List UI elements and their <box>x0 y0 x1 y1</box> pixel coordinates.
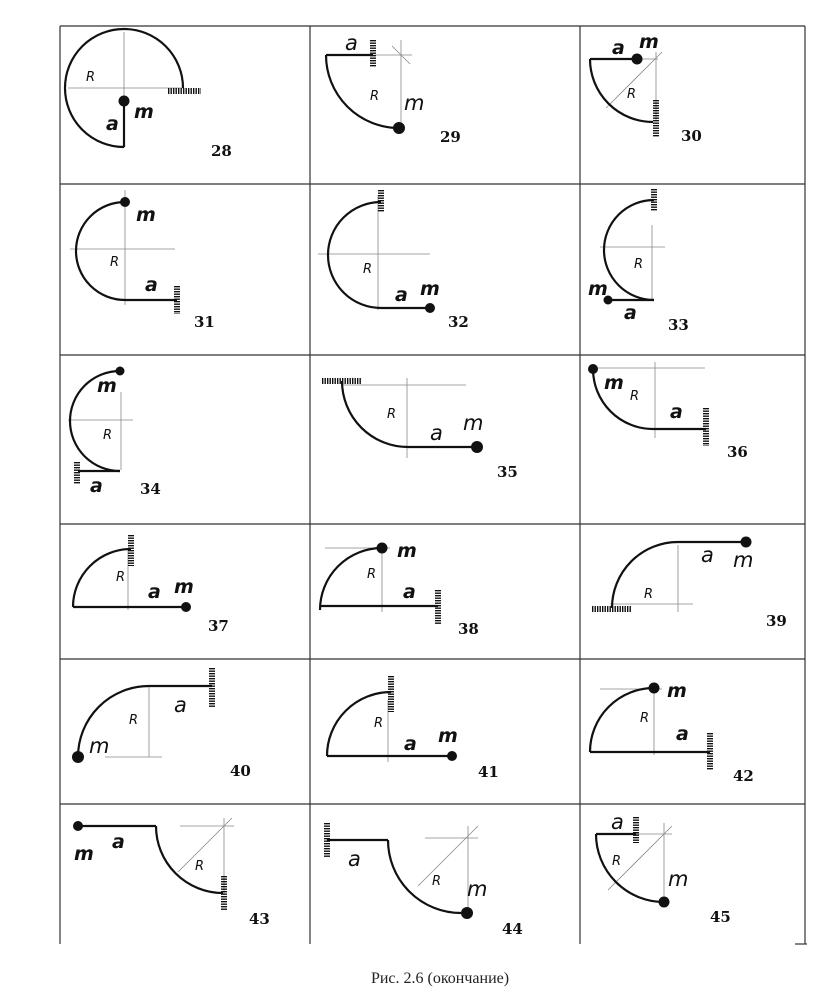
variant-39 <box>592 537 787 631</box>
radius-label-36: R <box>630 389 640 404</box>
radius-label-34: R <box>103 428 113 443</box>
length-label-34: a <box>90 475 103 497</box>
mass-label-34: m <box>97 375 117 397</box>
mass-label-45: m <box>668 867 689 891</box>
radius-label-39: R <box>644 587 654 602</box>
radius-label-44: R <box>432 874 442 889</box>
length-label-41: a <box>404 733 417 755</box>
radius-label-41: R <box>374 716 384 731</box>
variant-42 <box>590 680 754 785</box>
variant-34 <box>68 367 161 499</box>
variant-38 <box>320 540 479 638</box>
radius-label-31: R <box>110 255 120 270</box>
length-label-28: a <box>106 113 119 135</box>
length-label-32: a <box>395 284 408 306</box>
length-label-36: a <box>670 401 683 423</box>
variant-number-29: 29 <box>440 128 461 146</box>
variant-35 <box>322 378 518 481</box>
mass-label-33: m <box>588 278 608 300</box>
variant-33 <box>588 189 689 334</box>
mass-label-40: m <box>89 734 110 758</box>
variant-number-39: 39 <box>766 612 787 630</box>
variant-number-44: 44 <box>502 920 523 938</box>
mass-label-42: m <box>667 680 687 702</box>
variant-number-36: 36 <box>727 443 748 461</box>
mass-label-43: m <box>74 843 94 865</box>
variant-number-42: 42 <box>733 767 754 785</box>
radius-label-35: R <box>387 407 397 422</box>
mass-label-41: m <box>438 725 458 747</box>
radius-label-28: R <box>86 70 96 85</box>
mass-label-31: m <box>136 204 156 226</box>
table-grid <box>60 26 807 944</box>
mass-label-44: m <box>467 877 488 901</box>
length-label-44: a <box>348 847 361 871</box>
length-label-31: a <box>145 274 158 296</box>
variant-number-31: 31 <box>194 313 215 331</box>
variant-number-37: 37 <box>208 617 229 635</box>
variant-number-35: 35 <box>497 463 518 481</box>
variant-32 <box>318 190 469 331</box>
mass-label-35: m <box>463 411 484 435</box>
variant-43 <box>73 818 270 928</box>
radius-label-42: R <box>640 711 650 726</box>
radius-label-32: R <box>363 262 373 277</box>
length-label-40: a <box>174 693 187 717</box>
figure-caption: Рис. 2.6 (окончание) <box>370 970 510 987</box>
variant-number-30: 30 <box>681 127 702 145</box>
length-label-35: a <box>430 421 443 445</box>
variant-31 <box>70 190 215 331</box>
length-label-30: a <box>612 37 625 59</box>
variant-number-45: 45 <box>710 908 731 926</box>
variant-45 <box>596 810 731 926</box>
variant-number-38: 38 <box>458 620 479 638</box>
mass-label-36: m <box>604 372 624 394</box>
mass-label-30: m <box>639 31 659 53</box>
variant-number-33: 33 <box>668 316 689 334</box>
length-label-45: a <box>611 810 624 834</box>
radius-label-29: R <box>370 89 380 104</box>
mass-label-29: m <box>404 91 425 115</box>
radius-label-37: R <box>116 570 126 585</box>
variant-37 <box>73 535 229 635</box>
mass-label-28: m <box>134 101 154 123</box>
length-label-29: a <box>345 31 358 55</box>
variant-40 <box>72 668 251 780</box>
mass-label-32: m <box>420 278 440 300</box>
radius-label-30: R <box>627 87 637 102</box>
variant-number-34: 34 <box>140 480 161 498</box>
variant-36 <box>588 362 748 461</box>
length-label-33: a <box>624 302 637 324</box>
variant-number-28: 28 <box>211 142 232 160</box>
variant-number-32: 32 <box>448 313 469 331</box>
variant-41 <box>327 676 499 781</box>
mass-label-37: m <box>174 576 194 598</box>
radius-label-33: R <box>634 257 644 272</box>
radius-label-38: R <box>367 567 377 582</box>
length-label-39: a <box>701 543 714 567</box>
length-label-38: a <box>403 581 416 603</box>
mass-label-38: m <box>397 540 417 562</box>
radius-label-43: R <box>195 859 205 874</box>
variant-number-41: 41 <box>478 763 499 781</box>
variant-28 <box>65 29 232 160</box>
mass-label-39: m <box>733 548 754 572</box>
variant-29 <box>326 31 461 146</box>
variant-44 <box>327 823 523 938</box>
length-label-43: a <box>112 831 125 853</box>
radius-label-40: R <box>129 713 139 728</box>
length-label-42: a <box>676 723 689 745</box>
variant-30 <box>590 31 702 145</box>
variant-number-43: 43 <box>249 910 270 928</box>
radius-label-45: R <box>612 854 622 869</box>
length-label-37: a <box>148 581 161 603</box>
variant-number-40: 40 <box>230 762 251 780</box>
